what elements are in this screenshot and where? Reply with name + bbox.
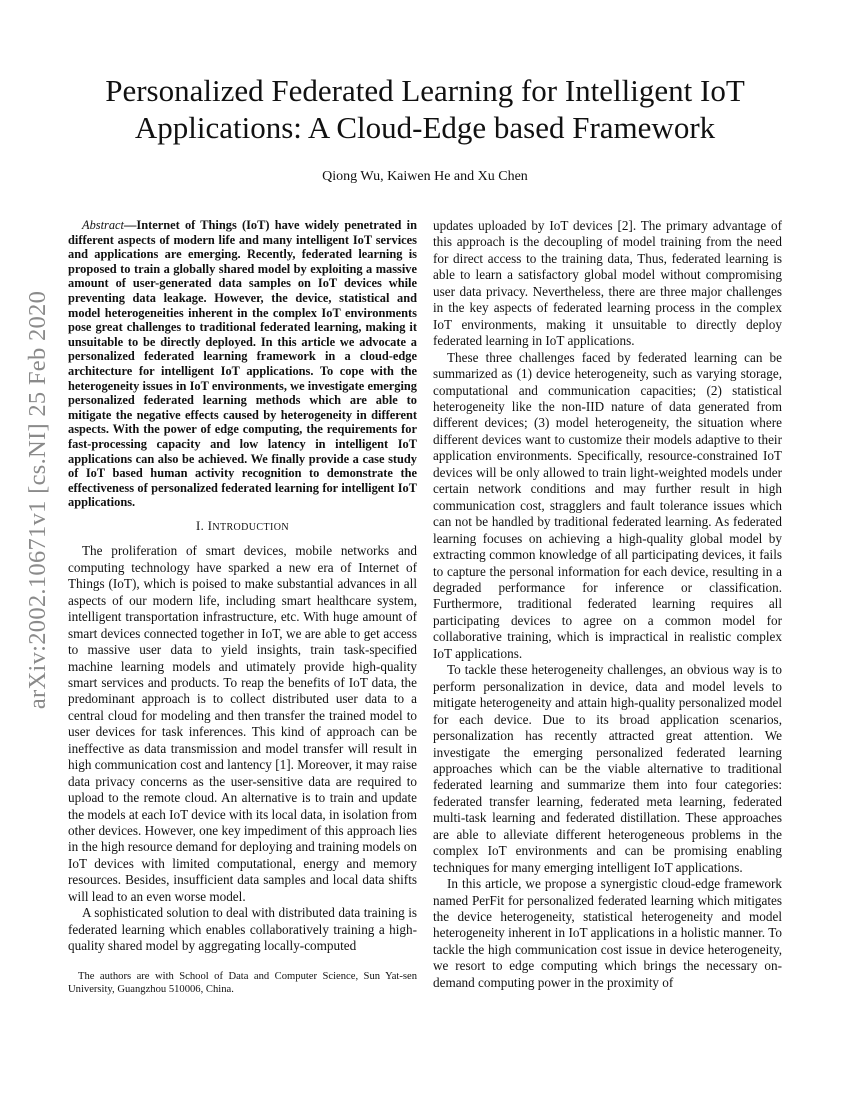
section-heading-introduction (68, 518, 417, 536)
abstract (68, 218, 417, 510)
body-paragraph: These three challenges faced by federated learning can be summarized as (1) device heterogeneity, such as varying storage, computational and communication capacities; (2) statistical heterogeneity like the non-IID nature of data generated from different devices; (3) model heterogeneity, the situation where different devices want to customize their models adaptive to their application environments. Specifically, resource-constrained IoT devices will be only allowed to train light-weighted models under certain network conditions and may further result in high communication cost, stragglers and fault tolerance issues which can not be handled by traditional federated learning. As federated learning focuses on achieving a high-quality global model by extracting common knowledge of all participating devices, it fails to capture the personal information for each device, resulting in a degraded performance for inference or classification. Furthermore, traditional federated learning requires all participating devices to agree on a common model for collaborative training, which is impractical in realistic complex IoT applications. (433, 349, 782, 661)
right-column (433, 218, 782, 991)
abstract-text: —Internet of Things (IoT) have widely penetrated in different aspects of modern life and many intelligent IoT services and applications are emerging. Recently, federated learning is proposed to train a globally shared model by exploiting a massive amount of user-generated data samples on IoT devices while preventing data leakage. However, the device, statistical and model heterogeneities inherent in the complex IoT environments pose great challenges to traditional federated learning, making it unsuitable to be directly deployed. In this article we advocate a personalized federated learning framework in a cloud-edge architecture for intelligent IoT applications. To cope with the heterogeneity issues in IoT environments, we investigate emerging personalized federated learning methods which are able to mitigate the negative effects caused by heterogeneity in different aspects. With the power of edge computing, the requirements for fast-processing capacity and low latency in intelligent IoT applications can also be achieved. We finally provide a case study of IoT based human activity recognition to demonstrate the effectiveness of personalized federated learning for intelligent IoT applications. (68, 218, 417, 510)
title-line-1: Personalized Federated Learning for Intelligent IoT (105, 73, 745, 108)
arxiv-identifier: arXiv:2002.10671v1 [cs.NI] 25 Feb 2020 (24, 290, 51, 710)
body-paragraph: The proliferation of smart devices, mobile networks and computing technology have sparked a new era of Internet of Things (IoT), which is poised to make substantial advances in all aspects of our modern life, including smart healthcare system, intelligent transportation infrastructure, etc. With huge amount of smart devices connected together in IoT, we are able to get access to massive user data to yield insights, train task-specified machine learning models and utimately provide high-quality smart services and products. To reap the benefits of IoT data, the predominant approach is to collect distributed user data to a central cloud for modeling and then transfer the trained model to user devices for task inferences. This kind of approach can be ineffective as data transmission and model transfer will result in high communication cost and lantency [1]. Moreover, it may raise data privacy concerns as the user-sensitive data are required to upload to the remote cloud. An alternative is to train and update the models at each IoT device with its local data, in isolation from other devices. However, one key impediment of this approach lies in the high resource demand for deploying and training models on IoT devices with limited computational, energy and memory resources. Besides, insufficient data samples and local data shifts will lead to an even worse model. (68, 543, 417, 904)
arxiv-side-stamp (8, 290, 68, 710)
body-paragraph: A sophisticated solution to deal with distributed data training is federated learning which enables collaboratively training a high-quality shared model by aggregating locally-computed (68, 905, 417, 954)
affiliation-footnote: The authors are with School of Data and Computer Science, Sun Yat-sen University, Guangzhou 510006, China. (68, 971, 417, 996)
author-list: Qiong Wu, Kaiwen He and Xu Chen (322, 169, 528, 184)
body-paragraph: In this article, we propose a synergistic cloud-edge framework named PerFit for personalized federated learning which mitigates the device heterogeneity, statistical heterogeneity and model heterogeneity inherent in IoT applications in a holistic manner. To tackle the high communication cost issue in device heterogeneity, we resort to edge computing which brings the necessary on-demand computing power in the proximity of (433, 876, 782, 990)
paper-title (60, 72, 790, 146)
body-paragraph: updates uploaded by IoT devices [2]. The primary advantage of this approach is the decoupling of model training from the need for direct access to the training data, Thus, federated learning is able to learn a satisfactory global model without compromising user data privacy. Nevertheless, there are three major challenges in the key aspects of federated learning process in the complex IoT environments, making it unsuitable to directly deploy federated learning in IoT applications. (433, 218, 782, 349)
body-paragraph: To tackle these heterogeneity challenges, an obvious way is to perform personalization in device, data and model levels to mitigate heterogeneity and attain high-quality personalized model for each device. Due to its broad application scenarios, personalization has recently attracted great attention. We investigate the emerging personalized federated learning approaches which can be the viable alternative to traditional federated learning and summarize them into four categories: federated transfer learning, federated meta learning, federated multi-task learning and federated distillation. These approaches are able to alleviate different heterogeneous problems in the complex IoT environments and can be promising enabling techniques for many emerging intelligent IoT applications. (433, 662, 782, 875)
abstract-label: Abstract (82, 218, 124, 232)
title-line-2: Applications: A Cloud-Edge based Framework (134, 110, 716, 145)
section-numeral: I. I (196, 518, 213, 533)
section-title: NTRODUCTION (212, 521, 289, 533)
left-column (68, 218, 417, 955)
